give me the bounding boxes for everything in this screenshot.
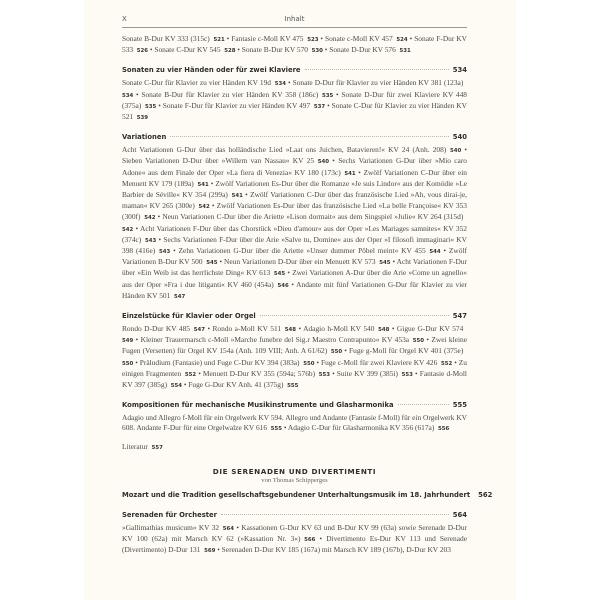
entry-page: 550 <box>412 338 425 345</box>
entry-title: Zehn Variationen G-Dur über die Ariette »Unser dummer Pöbel meint« KV 455 <box>178 246 426 256</box>
section-heading-text: Kompositionen für mechanische Musikinstrumente und Glasharmonika <box>122 401 394 410</box>
entry-title: Kleiner Trauermarsch c-Moll »Marche funebre del Sig.r Maestro Contrapunto« KV 453a <box>140 335 410 345</box>
entry-page: 548 <box>378 327 390 334</box>
entry-title: Acht Variationen F-Dur über »Ein Weib ist das herrlichste Ding« KV 613 <box>122 257 467 278</box>
entry-page: 543 <box>145 237 157 244</box>
entry-page: 555 <box>270 426 283 433</box>
entry-page: 550 <box>122 360 134 367</box>
entry-title: Rondo D-Dur KV 485 <box>122 324 191 334</box>
entry-title: Adagio h-Moll KV 540 <box>303 324 375 334</box>
running-title: Inhalt <box>284 15 305 23</box>
literature-page: 557 <box>151 444 163 451</box>
entry-title: Fuge G-Dur KV Anh. 41 (375g) <box>188 380 284 390</box>
entry-page: 545 <box>379 260 391 267</box>
entry-title: Zwölf Variationen Es-Dur über die Romanze »Je suis Lindor« aus der Komödie »Le Barbier de Séville« KV 354 (299a) <box>122 178 467 200</box>
leader-dots <box>398 404 449 405</box>
entry-page: 528 <box>224 48 236 55</box>
entry-page: 547 <box>193 327 205 334</box>
entry-page: 550 <box>303 360 315 367</box>
entry-title: Sonate C-Dur KV 545 <box>154 45 221 55</box>
entry-title: Sonate D-Dur KV 576 <box>329 45 396 55</box>
leader-dots <box>305 69 449 70</box>
entry-page: 546 <box>277 282 289 289</box>
section-heading <box>122 133 467 143</box>
entry-title: Menuett D-Dur KV 355 (594a; 576b) <box>202 368 316 378</box>
entry-title: Fuge c-Moll für zwei Klaviere KV 426 <box>321 357 438 367</box>
entry-title: Zwölf Variationen Es-Dur über das französische Lied »La belle Françoise« KV 353 (300f) <box>122 201 467 222</box>
literature-label: Literatur <box>122 441 148 451</box>
entry-title: Adagio C-Dur für Glasharmonika KV 356 (617a) <box>287 423 435 433</box>
section-entries: Sonate C-Dur für Klavier zu vier Händen KV 19d 534 • Sonate D-Dur für Klavier zu vier Händen KV 381 (123a) 534 • Sonate B-Dur für Klavier zu vier Händen KV 358 (186c) 535 • Sonate D-Dur für zwei Klaviere KV 448 (375a) 535 • Sonate F-Dur für Klavier zu vier Händen KV 497 537 • Sonate C-Dur für Klavier zu vier Händen KV 521 539 <box>122 78 467 122</box>
entry-page: 531 <box>399 48 411 55</box>
toc-section <box>122 66 467 123</box>
toc-section <box>122 133 467 302</box>
leader-dots <box>170 136 449 137</box>
toc-section <box>122 401 467 434</box>
section-heading <box>122 401 467 411</box>
section-entries: Acht Variationen G-Dur über das holländische Lied »Laat ons Juichen, Batavieren!« KV 24 (Anh. 208) 540 • Sieben Variationen D-Dur über »Willem van Nassau« KV 25 540 • Sechs Variationen G-Dur über »Mio caro Adone« aus dem Finale der Oper »La fiera di Venezia« KV 180 (173c) 541 • Zwölf Variationen C-Dur über ein Menuett KV 179 (189a) 541 • Zwölf Variationen Es-Dur über die Romanze »Je suis Lindor« aus der Komödie »Le Barbier de Séville« KV 354 (299a) 541 • Zwölf Variationen C-Dur über das französische Lied »Ah, vous dirai-je, maman« KV 265 (300e) 542 • Zwölf Variationen Es-Dur über das französische Lied »La belle Françoise« KV 353 (300f) 542 • Neun Variationen C-Dur über die Ariette »Lison dormait« aus dem Singspiel »Julie« KV 264 (315d) 542 • Acht Variationen F-Dur über das Chorstück »Dieu d'amour« aus der Oper »Les Mariages samnites« KV 352 (374c) 543 • Sechs Variationen F-Dur über die Arie »Salve tu, Domine« aus der Oper »I filosofi immaginari« KV 398 (416e) 543 • Zehn Variationen G-Dur über die Ariette »Unser dummer Pöbel meint« KV 455 544 • Zwölf Variationen B-Dur KV 500 545 • Neun Variationen D-Dur über ein Menuett KV 573 545 • Acht Variationen F-Dur über »Ein Weib ist das herrlichste Ding« KV 613 545 • Zwei Variationen A-Dur über die Arie »Come un agnello« aus der Oper »Fra i due litiganti« KV 460 (454a) 546 • Andante mit fünf Variationen G-Dur für Klavier zu vier Händen KV 501 547 <box>122 145 467 300</box>
entry-page: 541 <box>231 193 243 200</box>
entry-page: 555 <box>287 383 299 390</box>
entry-title: Zwei kleine Fugen (Versetten) für Orgel KV 154a (Anh. 109 VIII; Anh. A 61/62) <box>122 335 467 356</box>
entry-title: Zwölf Variationen C-Dur über das französische Lied »Ah, vous dirai-je, maman« KV 265 (300e) <box>122 190 467 211</box>
entry-page: 550 <box>330 349 343 356</box>
entry-page: 535 <box>322 92 334 99</box>
section-heading-page: 534 <box>452 66 467 75</box>
literature-entry <box>122 442 467 451</box>
entry-page: 549 <box>122 338 134 345</box>
entry-title: Sonate F-Dur KV 533 <box>122 34 467 55</box>
toc-section-serenaden <box>122 511 467 557</box>
entry-page: 537 <box>313 103 326 110</box>
entry-page: 542 <box>198 204 210 211</box>
entry-title: Rondo a-Moll KV 511 <box>212 324 282 334</box>
entry-page: 556 <box>438 426 450 433</box>
entry-page: 541 <box>197 181 209 188</box>
entry-title: Sonate B-Dur für Klavier zu vier Händen KV 358 (186c) <box>141 89 319 99</box>
section-heading-text: Serenaden für Orchester <box>122 510 217 519</box>
entry-title: Fantasie c-Moll KV 475 <box>231 34 304 43</box>
running-head <box>122 13 467 28</box>
entry-page: 543 <box>158 249 171 256</box>
entry-page: 524 <box>396 37 408 43</box>
entry-page: 548 <box>284 327 297 334</box>
entry-title: Andante mit fünf Variationen G-Dur für Klavier zu vier Händen KV 501 <box>122 279 467 300</box>
entry-page: 553 <box>401 371 413 378</box>
entry-title: Gigue G-Dur KV 574 <box>396 324 464 334</box>
entry-title: Acht Variationen F-Dur über das Chorstück »Dieu d'amour« aus der Oper »Les Mariages samnites« KV 352 (374c) <box>122 223 467 244</box>
entry-title: Sechs Variationen F-Dur über die Arie »Salve tu, Domine« aus der Oper »I filosofi immaginari« KV 398 (416e) <box>122 234 467 256</box>
section-heading-page: 555 <box>452 401 467 410</box>
entry-title: Sonate F-Dur für Klavier zu vier Händen KV 497 <box>162 100 311 110</box>
entry-title: Sonate D-Dur für Klavier zu vier Händen KV 381 (123a) <box>292 78 464 88</box>
entry-page: 542 <box>122 226 134 233</box>
section-heading-text: Variationen <box>122 133 167 142</box>
entry-page: 545 <box>273 271 286 278</box>
entry-page: 552 <box>441 360 453 367</box>
toc-section <box>122 312 467 391</box>
section-entries: Rondo D-Dur KV 485 547 • Rondo a-Moll KV 511 548 • Adagio h-Moll KV 540 548 • Gigue G-Dur KV 574 549 • Kleiner Trauermarsch c-Moll »Marche funebre del Sig.r Maestro Contrapunto« KV 453a 550 • Zwei kleine Fugen (Versetten) für Orgel KV 154a (Anh. 109 VIII; Anh. A 61/62) 550 • Fuge g-Moll für Orgel KV 401 (375e) 550 • Präludium (Fantasie) und Fuge C-Dur KV 394 (383a) 550 • Fuge c-Moll für zwei Klaviere KV 426 552 • Zu einigen Fragmenten 552 • Menuett D-Dur KV 355 (594a; 576b) 553 • Suite KV 399 (385i) 553 • Fantasie d-Moll KV 397 (385g) 554 • Fuge G-Dur KV Anh. 41 (375g) 555 <box>122 324 467 390</box>
entry-page: 547 <box>174 293 186 300</box>
entry-page: 540 <box>317 159 329 166</box>
entry-page: 535 <box>145 103 157 110</box>
section-entries: Adagio und Allegro f-Moll für ein Orgelwerk KV 594. Allegro und Andante (Fantasie f-Moll) für ein Orgelwerk KV 608. Andante F-Dur für eine Orgelwalze KV 616 555 • Adagio C-Dur für Glasharmonika KV 356 (617a) 556 <box>122 413 467 433</box>
entry-title: Serenaden D-Dur KV 185 (167a) mit Marsch KV 189 (167b), D-Dur KV 203 <box>221 545 451 555</box>
part-title: DIE SERENADEN UND DIVERTIMENTI <box>212 466 377 476</box>
section-heading-page: 564 <box>452 510 467 519</box>
toc-sections <box>122 66 467 434</box>
entry-page: 540 <box>449 148 462 155</box>
entry-page: 553 <box>318 371 331 378</box>
part-intro-page: 562 <box>478 490 493 499</box>
part-author: von Thomas Schipperges <box>261 476 328 484</box>
entry-page: 534 <box>274 81 286 88</box>
entry-title: Adagio und Allegro f-Moll für ein Orgelwerk KV 594. Allegro und Andante (Fantasie f-Moll) für ein Orgelwerk KV 608. Andante F-Dur für eine Orgelwalze KV 616 <box>122 413 467 433</box>
entry-page: 521 <box>213 37 225 43</box>
entry-title: »Gallimathias musicum« KV 32 <box>122 522 220 532</box>
entry-page: 545 <box>206 260 218 267</box>
entry-page: 523 <box>307 37 319 43</box>
entry-title: Acht Variationen G-Dur über das holländische Lied »Laat ons Juichen, Batavieren!« KV 24 (Anh. 208) <box>122 145 447 155</box>
page-number: X <box>122 15 127 23</box>
entry-page: 566 <box>304 536 316 543</box>
entry-title: Neun Variationen D-Dur über ein Menuett KV 573 <box>224 257 376 267</box>
intro-entries: Sonate B-Dur KV 333 (315c) 521 • Fantasie c-Moll KV 475 523 • Sonate c-Moll KV 457 524 • Sonate F-Dur KV 533 526 • Sonate C-Dur KV 545 528 • Sonate B-Dur KV 570 530 • Sonate D-Dur KV 576 531 <box>122 34 467 55</box>
entry-page: 539 <box>136 115 149 122</box>
section-heading-text: Sonaten zu vier Händen oder für zwei Klaviere <box>122 66 301 75</box>
leader-dots <box>221 514 449 515</box>
entry-title: Neun Variationen C-Dur über die Ariette »Lison dormait« aus dem Singspiel »Julie« KV 264 (315d) <box>162 212 464 222</box>
entry-title: Präludium (Fantasie) und Fuge C-Dur KV 394 (383a) <box>139 357 300 367</box>
entry-page: 541 <box>344 170 356 177</box>
entry-page: 542 <box>144 215 156 222</box>
entry-title: Sonate C-Dur für Klavier zu vier Händen KV 521 <box>122 100 467 122</box>
section-heading-page: 547 <box>452 312 467 321</box>
section-entries: »Gallimathias musicum« KV 32 564 • Kassationen G-Dur KV 63 und B-Dur KV 99 (63a) sowie Serenade D-Dur KV 100 (62a) mit Marsch KV 62 (»Kassation Nr. 3«) 566 • Divertimento Es-Dur KV 113 und Serenade (Divertimento) D-Dur 131 569 • Serenaden D-Dur KV 185 (167a) mit Marsch KV 189 (167b), D-Dur KV 203 <box>122 522 467 555</box>
section-heading <box>122 511 467 521</box>
entry-title: Sonate c-Moll KV 457 <box>324 34 393 43</box>
entry-title: Zu einigen Fragmenten <box>122 357 467 378</box>
entry-title: Zwei Variationen A-Dur über die Arie »Come un agnello« aus der Oper »Fra i due litiganti« KV 460 (454a) <box>122 268 467 289</box>
section-heading <box>122 66 467 76</box>
entry-page: 526 <box>136 48 149 55</box>
entry-title: Sonate B-Dur KV 333 (315c) <box>122 34 210 43</box>
part-intro-heading-text: Mozart und die Tradition gesellschaftsgebundener Unterhaltungsmusik im 18. Jahrhundert <box>122 490 471 499</box>
entry-title: Divertimento Es-Dur KV 113 und Serenade (Divertimento) D-Dur 131 <box>122 533 467 555</box>
entry-title: Sieben Variationen D-Dur über »Willem van Nassau« KV 25 <box>122 156 315 166</box>
entry-page: 552 <box>184 371 197 378</box>
section-heading-page: 540 <box>452 133 467 142</box>
entry-page: 569 <box>204 548 216 555</box>
entry-page: 530 <box>311 48 323 55</box>
part-intro-heading <box>122 490 493 501</box>
entry-title: Suite KV 399 (385i) <box>336 368 398 378</box>
entry-title: Kassationen G-Dur KV 63 und B-Dur KV 99 (63a) sowie Serenade D-Dur KV 100 (62a) mit Marsch KV 62 (»Kassation Nr. 3«) <box>122 522 467 543</box>
entry-title: Sonate B-Dur KV 570 <box>241 45 308 55</box>
section-heading <box>122 312 467 322</box>
toc-content <box>122 13 493 556</box>
entry-title: Zwölf Variationen C-Dur über ein Menuett KV 179 (189a) <box>122 167 467 188</box>
entry-page: 554 <box>170 383 182 390</box>
book-page <box>84 0 516 600</box>
leader-dots <box>260 315 449 316</box>
section-heading-text: Einzelstücke für Klavier oder Orgel <box>122 312 256 321</box>
entry-page: 534 <box>122 92 134 99</box>
entry-title: Fuge g-Moll für Orgel KV 401 (375e) <box>349 346 464 356</box>
entry-title: Sonate C-Dur für Klavier zu vier Händen KV 19d <box>122 78 271 88</box>
entry-title: Fantasie d-Moll KV 397 (385g) <box>122 368 467 390</box>
entry-page: 544 <box>429 249 441 256</box>
entry-title: Zwölf Variationen B-Dur KV 500 <box>122 246 467 267</box>
entry-title: Sonate D-Dur für zwei Klaviere KV 448 (375a) <box>122 89 467 110</box>
entry-title: Sechs Variationen G-Dur über »Mio caro Adone« aus dem Finale der Oper »La fiera di Venezia« KV 180 (173c) <box>122 156 467 177</box>
entry-page: 564 <box>222 525 235 532</box>
